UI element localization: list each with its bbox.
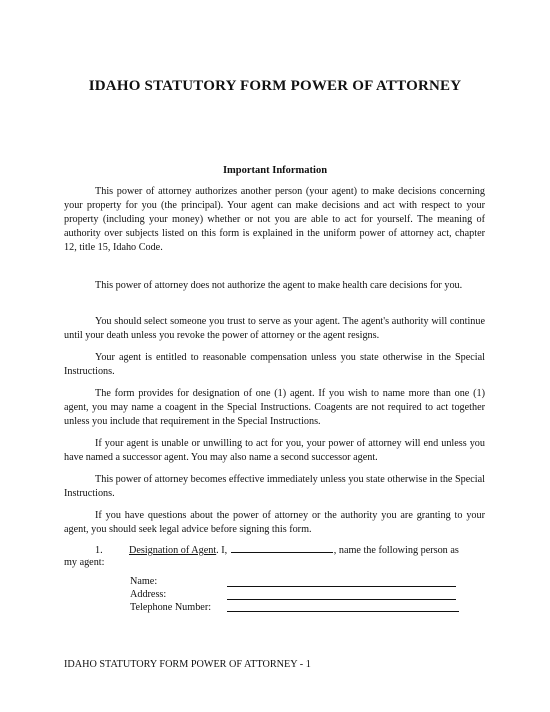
agent-address-label: Address: <box>130 589 167 600</box>
agent-telephone-line[interactable] <box>227 611 459 612</box>
section-1-designation <box>95 542 459 558</box>
paragraph-effective: This power of attorney becomes effective immediately unless you state otherwise in the Special Instructions. <box>64 474 485 499</box>
paragraph-coagent: The form provides for designation of one (1) agent. If you wish to name more than one (1) agent, you may name a coagent in the Special Instructions. Coagents are not required to act together unless you include that requirement in the Special Instructions. <box>64 388 485 427</box>
paragraph-successor: If your agent is unable or unwilling to act for you, your power of attorney will end unless you have named a successor agent. You may also name a second successor agent. <box>64 438 485 463</box>
page-footer: IDAHO STATUTORY FORM POWER OF ATTORNEY - 1 <box>64 659 311 670</box>
paragraph-health-care: This power of attorney does not authorize the agent to make health care decisions for you. <box>95 280 463 291</box>
section-text-after: , name the following person as <box>333 545 459 556</box>
principal-name-blank[interactable] <box>231 542 333 553</box>
section-1-continuation: my agent: <box>64 557 105 568</box>
agent-name-label: Name: <box>130 576 158 587</box>
paragraph-compensation: Your agent is entitled to reasonable compensation unless you state otherwise in the Special Instructions. <box>64 352 485 377</box>
document-title: IDAHO STATUTORY FORM POWER OF ATTORNEY <box>88 78 462 94</box>
paragraph-authorization: This power of attorney authorizes another person (your agent) to make decisions concerning your property for you (the principal). Your agent can make decisions and act with respect to your property (including your money) whether or not you are able to act for yourself. The meaning of authority over subjects listed on this form is explained in the uniform power of attorney act, chapter 12, title 15, Idaho Code. <box>64 186 485 253</box>
paragraph-select-agent: You should select someone you trust to serve as your agent. The agent's authority will continue until your death unless you revoke the power of attorney or the agent resigns. <box>64 316 485 341</box>
paragraph-legal-advice: If you have questions about the power of attorney or the authority you are granting to your agent, you should seek legal advice before signing this form. <box>64 510 485 535</box>
section-title: Designation of Agent <box>129 545 217 556</box>
section-text-before: . I, <box>216 545 230 556</box>
agent-name-line[interactable] <box>227 586 456 587</box>
agent-address-line[interactable] <box>227 599 456 600</box>
section-heading: Important Information <box>222 165 328 176</box>
agent-telephone-label: Telephone Number: <box>130 602 212 613</box>
section-number: 1. <box>95 545 103 556</box>
